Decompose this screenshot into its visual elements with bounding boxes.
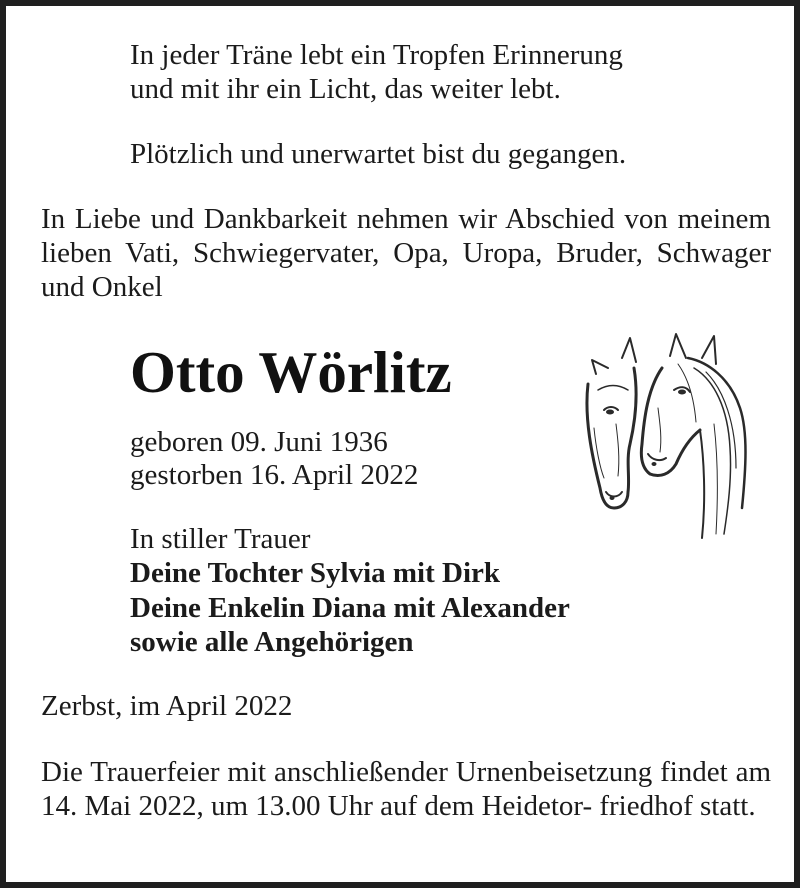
birth-date: geboren 09. Juni 1936 (130, 426, 388, 458)
mourning-intro: In stiller Trauer (130, 523, 311, 555)
place-date: Zerbst, im April 2022 (41, 690, 293, 722)
verse-line-1: In jeder Träne lebt ein Tropfen Erinnerung (130, 39, 623, 71)
death-date: gestorben 16. April 2022 (130, 459, 419, 491)
sudden-loss-line: Plötzlich und unerwartet bist du gegangen. (130, 138, 627, 170)
ceremony-paragraph: Die Trauerfeier mit anschließender Urnenbeisetzung findet am 14. Mai 2022, um 13.00 Uhr auf dem Heidetor- friedhof statt. (41, 756, 771, 822)
farewell-paragraph: In Liebe und Dankbarkeit nehmen wir Abschied von meinem lieben Vati, Schwiegervater, Opa, Uropa, Bruder, Schwager und Onkel (41, 203, 771, 303)
mourner-line-3: sowie alle Angehörigen (130, 626, 414, 658)
verse-line-2: und mit ihr ein Licht, das weiter lebt. (130, 73, 561, 105)
deceased-name: Otto Wörlitz (130, 339, 452, 405)
horse-heads-icon (578, 328, 756, 542)
mourner-line-1: Deine Tochter Sylvia mit Dirk (130, 557, 501, 589)
mourner-line-2: Deine Enkelin Diana mit Alexander (130, 592, 570, 624)
